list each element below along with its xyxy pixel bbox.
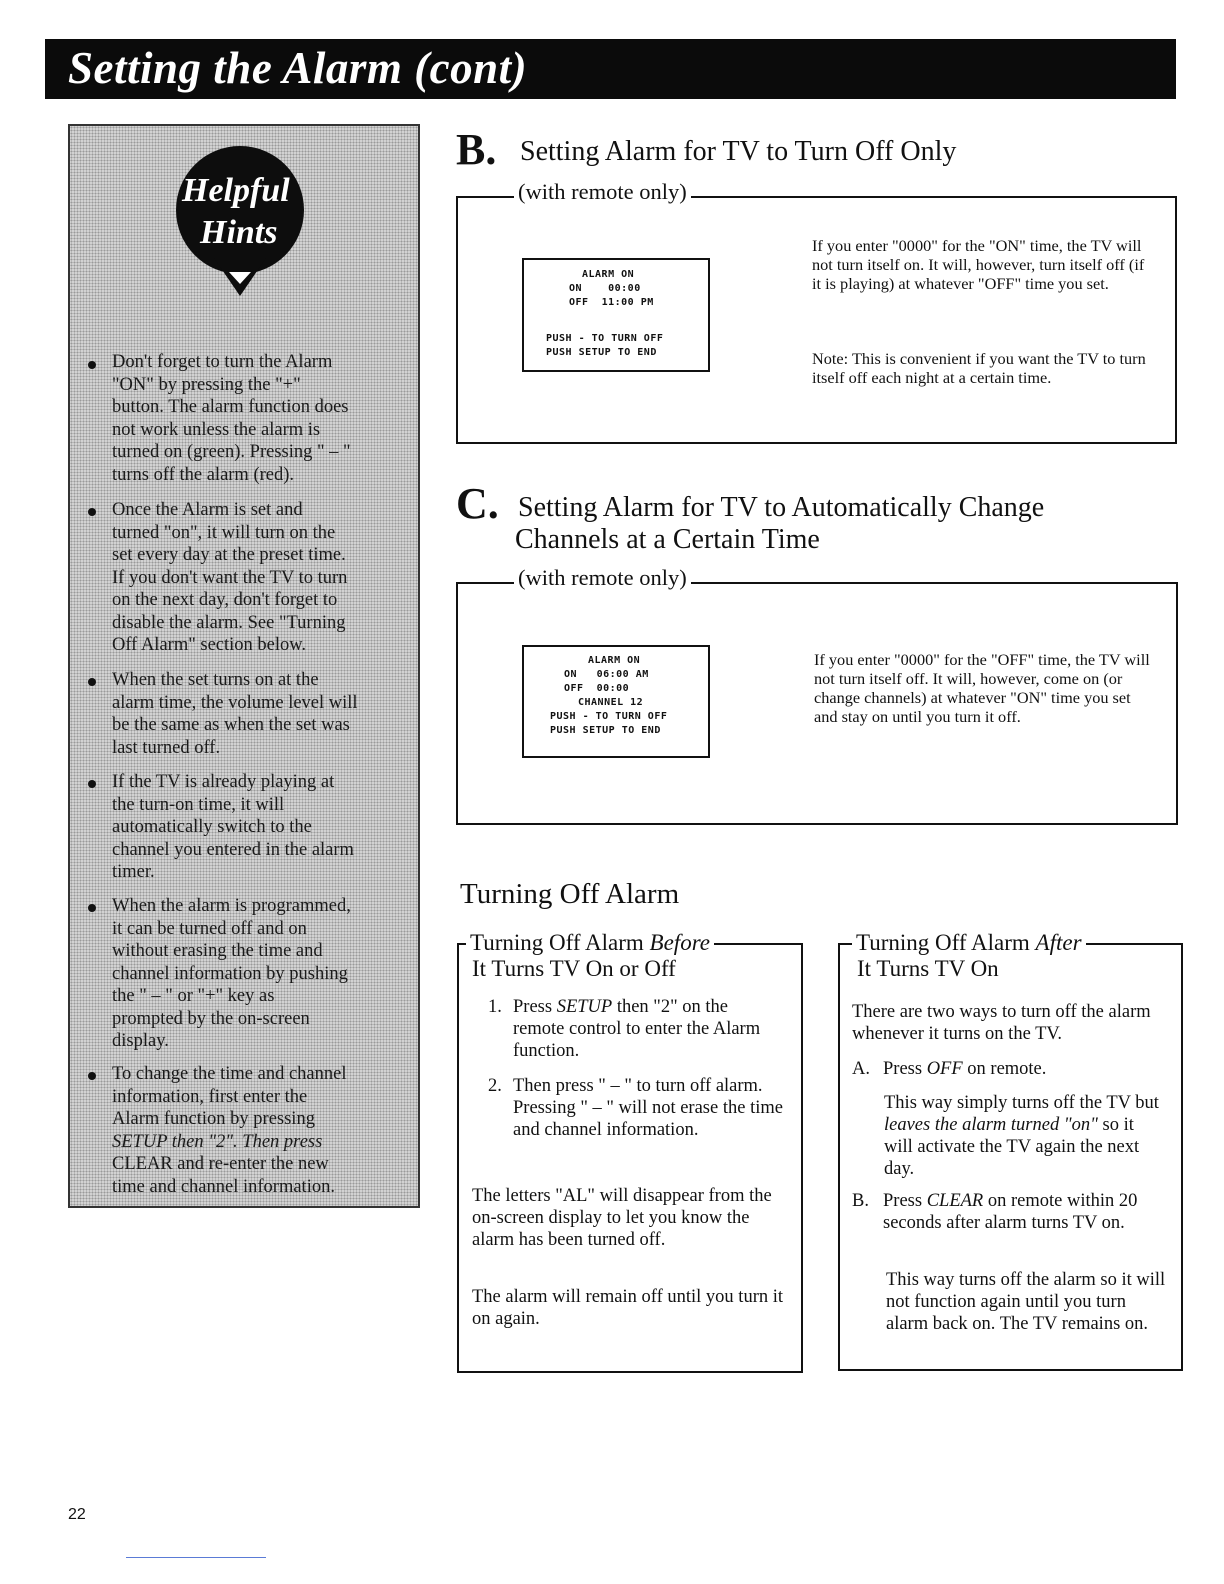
option-emph: OFF (926, 1059, 963, 1079)
before-title (466, 930, 714, 956)
section-b-letter: B. (456, 125, 497, 174)
hint-line: If the TV is already playing at (112, 772, 335, 792)
hint-line: When the alarm is programmed, (112, 896, 351, 916)
osd-line: ON 06:00 AM (564, 669, 649, 680)
hint-line: When the set turns on at the (112, 670, 319, 690)
hint-line: channel you entered in the alarm (112, 839, 354, 860)
section-c-title-line2: Channels at a Certain Time (515, 524, 820, 555)
section-b-text: If you enter "0000" for the "ON" time, the TV will not turn itself on. It will, however, turn itself off (if it is playing) at whatever "OFF" time you set. (812, 236, 1145, 293)
hint-line: Off Alarm" section below. (112, 635, 307, 655)
hint-line: alarm time, the volume level will (112, 692, 358, 713)
hint-item-1 (112, 351, 412, 486)
hint-line: without erasing the time and (112, 941, 323, 961)
down-arrow-icon (229, 272, 251, 284)
section-b-title: Setting Alarm for TV to Turn Off Only (520, 136, 957, 167)
bullet-icon (88, 678, 96, 686)
section-c-onscreen-display (522, 645, 710, 758)
hints-badge-line2: Hints (200, 214, 278, 251)
hint-line: be the same as when the set was (112, 715, 350, 735)
detail-text: This way simply turns off the TV but (884, 1093, 1159, 1113)
section-c-letter: C. (456, 479, 499, 528)
hint-line: set every day at the preset time. (112, 545, 346, 565)
hint-item-4 (112, 771, 412, 884)
page-number: 22 (68, 1506, 86, 1523)
section-c-text: If you enter "0000" for the "OFF" time, the TV will not turn itself off. It will, however, come on (or change channels) at whatever "ON" time you set and stay on until you turn it off. (814, 650, 1150, 726)
bullet-icon (88, 904, 96, 912)
step-text: Press (513, 997, 557, 1017)
step-number: 1. (488, 997, 502, 1017)
hint-line: If you don't want the TV to turn (112, 567, 348, 588)
hint-line: time and channel information. (112, 1176, 335, 1197)
before-step-1 (513, 996, 783, 1062)
after-title (852, 930, 1086, 956)
after-option-b-detail: This way turns off the alarm so it will not function again until you turn alarm back on. The TV remains on. (886, 1270, 1166, 1334)
hint-line: channel information by pushing (112, 963, 348, 984)
hint-line: "ON" by pressing the "+" (112, 374, 301, 395)
note-text: This is convenient if you want the TV to turn itself off each night at a certain time. (812, 349, 1146, 387)
hint-line: turned on (green). Pressing " – " (112, 442, 351, 462)
hint-line: turns off the alarm (red). (112, 464, 295, 485)
osd-line: PUSH SETUP TO END (550, 725, 661, 736)
footer-rule (126, 1557, 266, 1558)
option-text: Press (883, 1191, 927, 1211)
hint-line: the turn-on time, it will (112, 794, 285, 815)
hint-item-3 (112, 669, 412, 759)
osd-line: PUSH SETUP TO END (546, 347, 657, 358)
osd-line: OFF 11:00 PM (569, 297, 654, 308)
hint-line: turned "on", it will turn on the (112, 522, 336, 543)
detail-emph: leaves the alarm turned "on" (884, 1115, 1098, 1135)
hint-line: display. (112, 1031, 169, 1051)
bullet-icon (88, 508, 96, 516)
section-c-title-line1: Setting Alarm for TV to Automatically Change (518, 492, 1045, 523)
hint-line: timer. (112, 862, 155, 882)
hint-line: Once the Alarm is set and (112, 500, 303, 520)
option-text: on remote. (962, 1059, 1047, 1079)
section-b-onscreen-display (522, 258, 710, 372)
bullet-icon (88, 1072, 96, 1080)
option-letter: A. (852, 1059, 870, 1079)
osd-line: PUSH - TO TURN OFF (546, 333, 664, 344)
step-emph: SETUP (556, 997, 613, 1017)
hint-item-5 (112, 895, 412, 1053)
before-title-line2: It Turns TV On or Off (472, 956, 676, 981)
option-text: Press (883, 1059, 927, 1079)
hint-line: CLEAR and re-enter the new (112, 1154, 329, 1174)
step-number: 2. (488, 1076, 502, 1096)
note-label: Note: (812, 349, 849, 368)
hint-line: Don't forget to turn the Alarm (112, 352, 333, 372)
osd-line: CHANNEL 12 (578, 697, 644, 708)
osd-line: ALARM ON (588, 655, 641, 666)
after-title-text: Turning Off Alarm (856, 930, 1036, 955)
after-option-b (883, 1190, 1171, 1234)
before-title-text: Turning Off Alarm (470, 930, 650, 955)
hint-item-6 (112, 1063, 412, 1198)
hints-badge-line1: Helpful (182, 172, 290, 209)
section-c-caption: (with remote only) (514, 565, 691, 591)
after-title-emph: After (1035, 930, 1082, 955)
after-option-a-detail (884, 1092, 1164, 1180)
hint-line: prompted by the on-screen (112, 1008, 310, 1029)
section-b-caption: (with remote only) (514, 179, 691, 205)
osd-line: ALARM ON (582, 269, 635, 280)
turning-off-heading: Turning Off Alarm (460, 878, 680, 910)
hint-line: automatically switch to the (112, 817, 312, 837)
hint-line: last turned off. (112, 737, 221, 758)
before-step-2: Then press " – " to turn off alarm. Pressing " – " will not erase the time and channel information. (513, 1076, 783, 1140)
helpful-hints-badge (176, 146, 304, 274)
option-text: on remote within 20 seconds after alarm turns TV on. (883, 1191, 1138, 1233)
bullet-icon (88, 780, 96, 788)
hint-line: disable the alarm. See "Turning (112, 612, 346, 633)
hint-line: To change the time and channel (112, 1064, 347, 1084)
option-emph: CLEAR (926, 1191, 984, 1211)
hint-line: information, first enter the (112, 1086, 308, 1107)
hint-line: SETUP then "2". Then press (112, 1131, 323, 1152)
hint-item-2 (112, 499, 412, 657)
after-option-a (883, 1058, 1168, 1080)
before-title-emph: Before (649, 930, 711, 955)
hint-line: not work unless the alarm is (112, 419, 321, 440)
option-letter: B. (852, 1191, 869, 1211)
section-b-note (812, 349, 1152, 387)
before-para-2: The alarm will remain off until you turn it on again. (472, 1287, 784, 1329)
osd-line: PUSH - TO TURN OFF (550, 711, 668, 722)
page-title: Setting the Alarm (cont) (68, 43, 528, 93)
step-text: then "2" on the remote control to enter the Alarm function. (513, 997, 761, 1061)
bullet-icon (88, 361, 96, 369)
osd-line: ON 00:00 (569, 283, 641, 294)
hint-line: Alarm function by pressing (112, 1109, 315, 1129)
hint-line: the " – " or "+" key as (112, 986, 275, 1006)
detail-text: so it will activate the TV again the next day. (884, 1115, 1140, 1179)
osd-line: OFF 00:00 (564, 683, 630, 694)
before-para-1: The letters "AL" will disappear from the on-screen display to let you know the alarm has been turned off. (472, 1186, 772, 1250)
hint-line: on the next day, don't forget to (112, 590, 338, 610)
hint-line: it can be turned off and on (112, 918, 307, 939)
after-title-line2: It Turns TV On (857, 956, 999, 981)
after-intro: There are two ways to turn off the alarm whenever it turns on the TV. (852, 1002, 1151, 1044)
hint-line: button. The alarm function does (112, 397, 349, 417)
